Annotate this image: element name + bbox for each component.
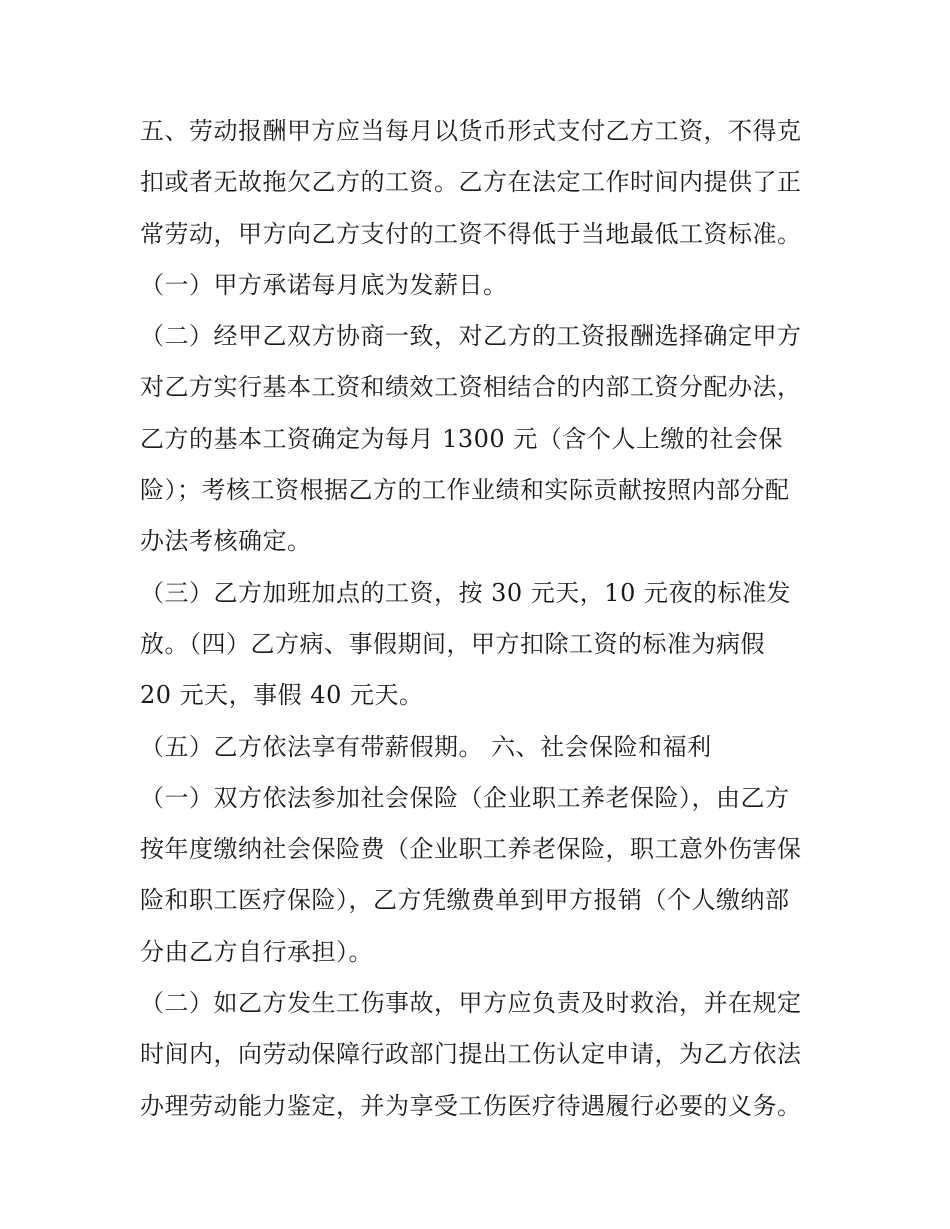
text-line: 乙方的基本工资确定为每月 1300 元（含个人上缴的社会保 bbox=[140, 424, 783, 453]
text-line: （一）甲方承诺每月底为发薪日。 bbox=[140, 270, 508, 299]
text-line: 扣或者无故拖欠乙方的工资。乙方在法定工作时间内提供了正 bbox=[140, 168, 802, 197]
contract-text bbox=[140, 112, 840, 1138]
text-line: 20 元天，事假 40 元天。 bbox=[140, 681, 424, 710]
text-line: （一）双方依法参加社会保险（企业职工养老保险），由乙方 bbox=[140, 783, 790, 812]
text-line: 险）；考核工资根据乙方的工作业绩和实际贡献按照内部分配 bbox=[140, 476, 790, 505]
text-line: 办理劳动能力鉴定，并为享受工伤医疗待遇履行必要的义务。 bbox=[140, 1091, 802, 1120]
text-line: 对乙方实行基本工资和绩效工资相结合的内部工资分配办法， bbox=[140, 373, 802, 402]
text-line: （五）乙方依法享有带薪假期。 六、社会保险和福利 bbox=[140, 732, 712, 761]
text-line: 险和职工医疗保险），乙方凭缴费单到甲方报销（个人缴纳部 bbox=[140, 886, 790, 915]
text-line: （三）乙方加班加点的工资，按 30 元天，10 元夜的标准发 bbox=[140, 578, 791, 607]
text-line: 放。（四）乙方病、事假期间，甲方扣除工资的标准为病假 bbox=[140, 629, 765, 658]
text-line: （二）如乙方发生工伤事故，甲方应负责及时救治，并在规定 bbox=[140, 989, 802, 1018]
text-line: 分由乙方自行承担）。 bbox=[140, 937, 373, 966]
text-line: 办法考核确定。 bbox=[140, 527, 312, 556]
text-line: 常劳动，甲方向乙方支付的工资不得低于当地最低工资标准。 bbox=[140, 219, 802, 248]
text-line: 五、劳动报酬甲方应当每月以货币形式支付乙方工资，不得克 bbox=[140, 117, 802, 145]
text-line: 时间内，向劳动保障行政部门提出工伤认定申请，为乙方依法 bbox=[140, 1040, 802, 1069]
text-line: 按年度缴纳社会保险费（企业职工养老保险，职工意外伤害保 bbox=[140, 835, 802, 864]
text-line: （二）经甲乙双方协商一致，对乙方的工资报酬选择确定甲方 bbox=[140, 322, 802, 351]
